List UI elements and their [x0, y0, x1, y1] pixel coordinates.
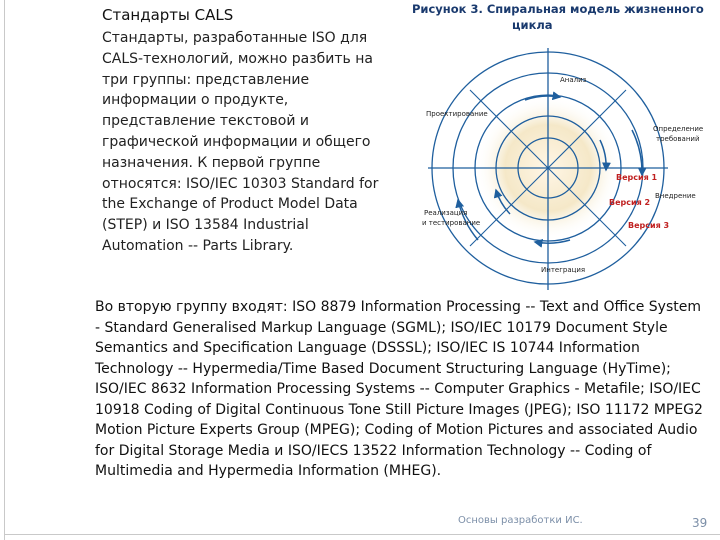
footer-course-title: Основы разработки ИС.: [458, 515, 583, 526]
slide-title: Стандарты CALS: [102, 6, 234, 24]
label-requirements-line2: требований: [656, 135, 700, 143]
figure-title-line1: Рисунок 3. Спиральная модель жизненного: [412, 2, 704, 16]
label-design: Проектирование: [426, 110, 488, 118]
label-analysis: Анализ: [560, 76, 587, 84]
label-requirements-line1: Определение: [653, 125, 704, 133]
label-realization-line1: Реализация: [424, 209, 468, 217]
body-paragraph: Во вторую группу входят: ISO 8879 Information Processing -- Text and Office System - Standard Generalised Markup Language (SGML); ISO/IEC 10179 Document Style Semantics and Specification Language (DSSSL); ISO/IEC IS 10744 Information Technology -- Hypermedia/Time Based Document Structuring Language (HyTime); ISO/IEC 8632 Information Processing Systems -- Computer Graphics - Metafile; ISO/IEC 10918 Coding of Digital Continuous Tone Still Picture Images (JPEG); ISO 11172 MPEG2 Motion Picture Experts Group (MPEG); Coding of Motion Pictures and associated Audio for Digital Storage Media и ISO/IECS 13522 Information Technology -- Coding of Multimedia and Hypermedia Information (MHEG).: [95, 299, 703, 479]
label-implementation: Внедрение: [655, 192, 696, 200]
label-integration: Интеграция: [541, 266, 586, 274]
label-version-3: Версия 3: [628, 221, 670, 230]
label-version-1: Версия 1: [616, 173, 658, 182]
label-version-2: Версия 2: [609, 198, 651, 207]
intro-paragraph: Стандарты, разработанные ISO для CALS-технологий, можно разбить на три группы: представление информации о продукте, представление текстовой и графической информации и общего назначения. К первой группе относятся: ISO/IEC 10303 Standard for the Exchange of Product Model Data (STEP) и ISO 13584 Industrial Automation -- Parts Library.: [102, 30, 379, 254]
label-realization-line2: и тестирование: [422, 219, 481, 227]
figure-title-line2: цикла: [512, 18, 553, 32]
page-number: 39: [692, 516, 708, 530]
